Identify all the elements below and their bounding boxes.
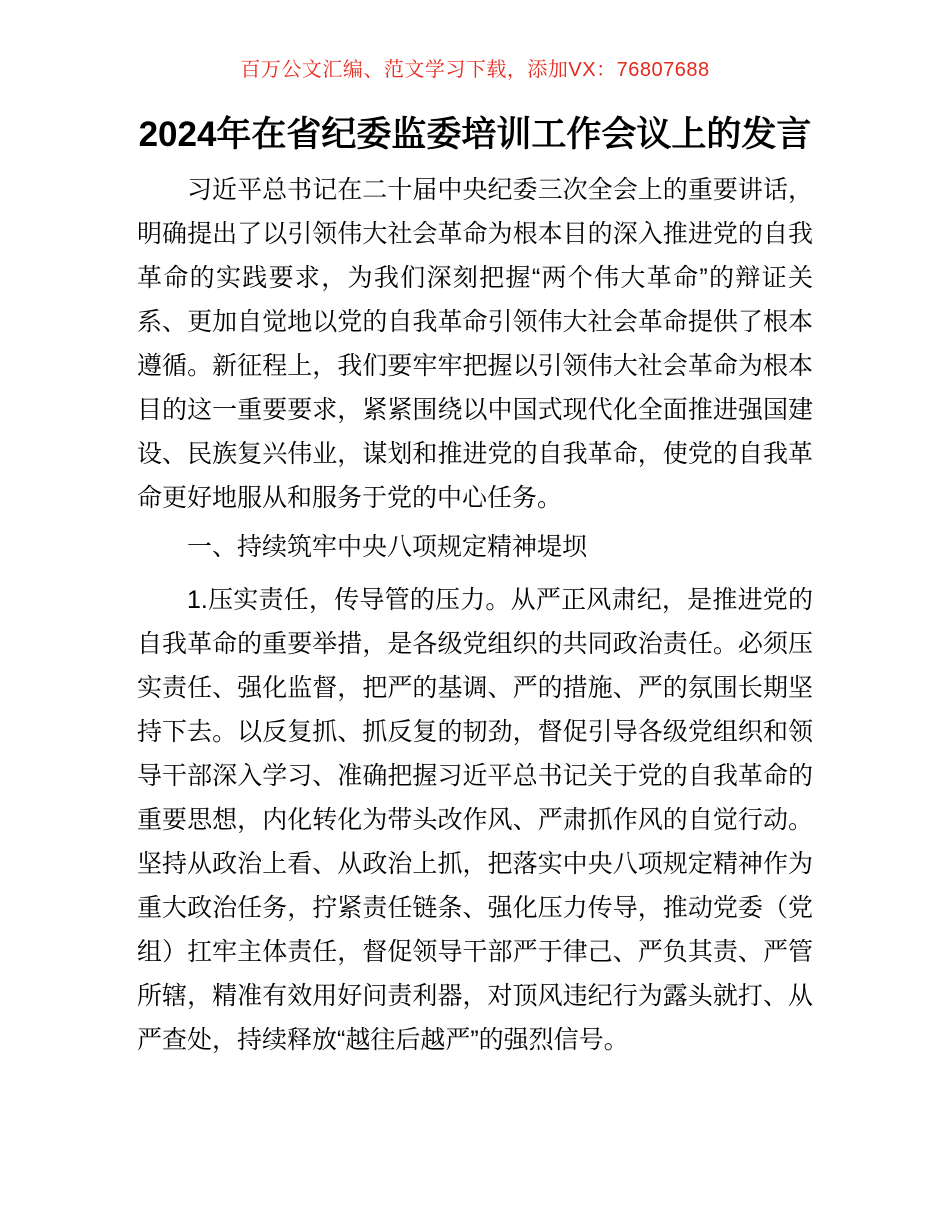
document-content <box>137 0 813 1062</box>
document-title: 2024年在省纪委监委培训工作会议上的发言 <box>138 115 812 154</box>
section-heading-1: 一、持续筑牢中央八项规定精神堤坝 <box>187 533 588 561</box>
promo-notice: 百万公文汇编、范文学习下载，添加VX：76807688 <box>240 59 710 81</box>
paragraph-section-1: 1.压实责任，传导管的压力。从严正风肃纪，是推进党的自我革命的重要举措，是各级党组织的共同政治责任。必须压实责任、强化监督，把严的基调、严的措施、严的氛围长期坚持下去。以反复抓、抓反复的韧劲，督促引导各级党组织和领导干部深入学习、准确把握习近平总书记关于党的自我革命的重要思想，内化转化为带头改作风、严肃抓作风的自觉行动。坚持从政治上看、从政治上抓，把落实中央八项规定精神作为重大政治任务，拧紧责任链条、强化压力传导，推动党委（党组）扛牢主体责任，督促领导干部严于律己、严负其责、严管所辖，精准有效用好问责利器，对顶风违纪行为露头就打、从严查处，持续释放“越往后越严”的强烈信号。 <box>137 586 813 1054</box>
paragraph-intro: 习近平总书记在二十届中央纪委三次全会上的重要讲话，明确提出了以引领伟大社会革命为根本目的深入推进党的自我革命的实践要求，为我们深刻把握“两个伟大革命”的辩证关系、更加自觉地以党的自我革命引领伟大社会革命提供了根本遵循。新征程上，我们要牢牢把握以引领伟大社会革命为根本目的这一重要要求，紧紧围绕以中国式现代化全面推进强国建设、民族复兴伟业，谋划和推进党的自我革命，使党的自我革命更好地服从和服务于党的中心任务。 <box>137 176 813 512</box>
